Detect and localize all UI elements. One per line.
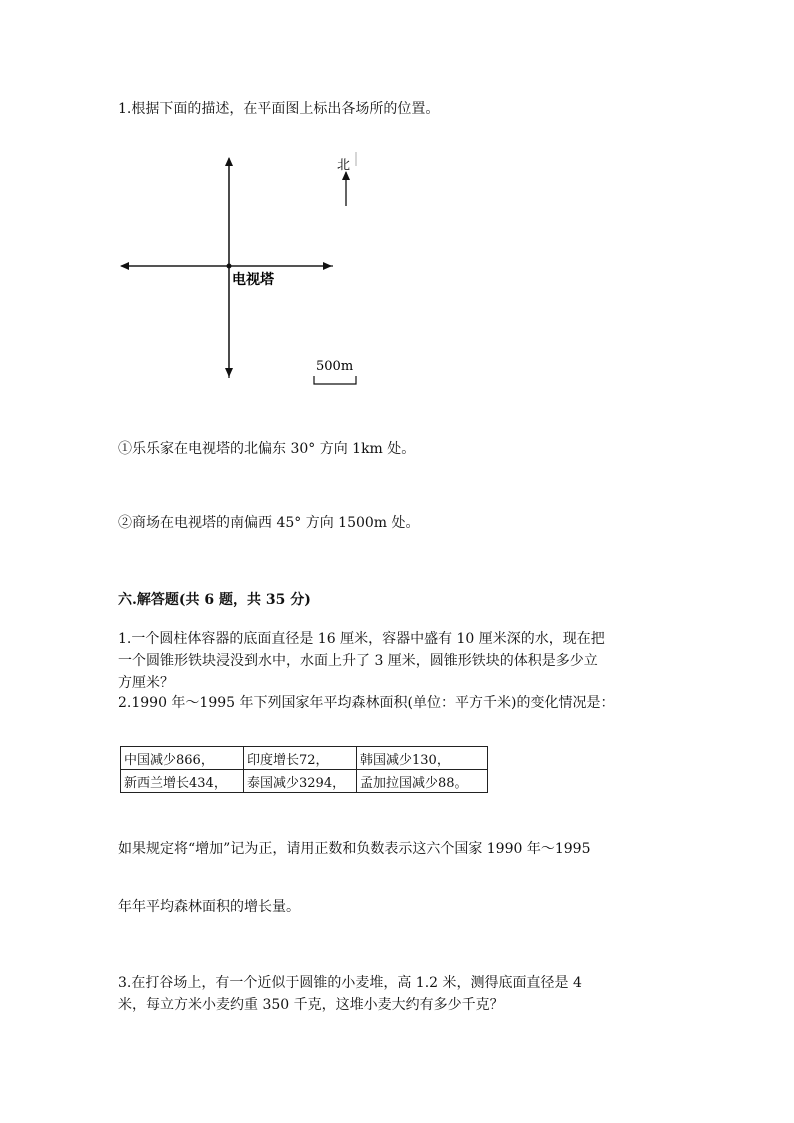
question-prompt: 1.根据下面的描述，在平面图上标出各场所的位置。 xyxy=(118,101,440,117)
table-cell: 新西兰增长434， xyxy=(121,770,244,793)
table-row xyxy=(121,747,488,770)
problem-1-line-3: 方厘米？ xyxy=(118,675,174,691)
table-row xyxy=(121,770,488,793)
north-label: 北 xyxy=(337,158,351,173)
forest-change-table xyxy=(120,746,488,793)
problem-3-line-1: 3.在打谷场上，有一个近似于圆锥的小麦堆，高 1.2 米，测得底面直径是 4 xyxy=(118,975,582,991)
problem-1-line-2: 一个圆锥形铁块浸没到水中，水面上升了 3 厘米，圆锥形铁块的体积是多少立 xyxy=(118,653,598,669)
table-cell: 孟加拉国减少88。 xyxy=(357,770,488,793)
scale-label: 500m xyxy=(316,359,354,374)
tv-tower-point xyxy=(227,264,232,269)
table-cell: 韩国减少130， xyxy=(357,747,488,770)
problem-2-line-2: 年年平均森林面积的增长量。 xyxy=(118,899,300,915)
problem-3-line-2: 米，每立方米小麦约重 350 千克，这堆小麦大约有多少千克？ xyxy=(118,997,504,1013)
table-cell: 泰国减少3294， xyxy=(244,770,357,793)
table-cell: 中国减少866， xyxy=(121,747,244,770)
section-heading: 六.解答题(共 6 题，共 35 分) xyxy=(118,592,311,608)
problem-1-line-1: 1.一个圆柱体容器的底面直径是 16 厘米，容器中盛有 10 厘米深的水，现在把 xyxy=(118,631,605,647)
table-cell: 印度增长72， xyxy=(244,747,357,770)
problem-2-intro: 2.1990 年～1995 年下列国家年平均森林面积(单位：平方千米)的变化情况是： xyxy=(118,695,615,711)
scale-bar xyxy=(314,376,356,384)
location-item-2: ②商场在电视塔的南偏西 45° 方向 1500m 处。 xyxy=(118,515,420,531)
location-item-1: ①乐乐家在电视塔的北偏东 30° 方向 1km 处。 xyxy=(118,441,416,457)
tv-tower-label: 电视塔 xyxy=(232,272,274,288)
problem-2-line-1: 如果规定将“增加”记为正，请用正数和负数表示这六个国家 1990 年～1995 xyxy=(118,841,591,857)
